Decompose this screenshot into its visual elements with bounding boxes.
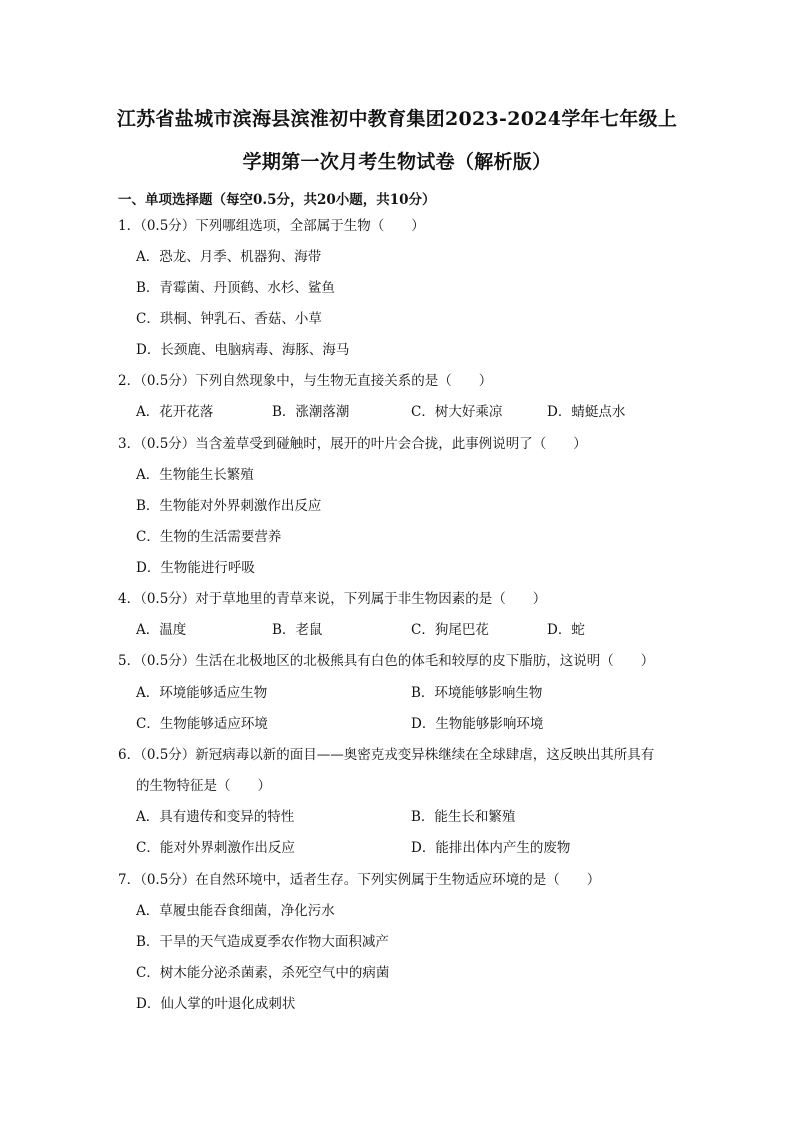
- option-c: C．树大好乘凉: [411, 404, 503, 420]
- option-b: B．能生长和繁殖: [411, 809, 516, 825]
- question-stem: 1．（0.5分）下列哪组选项，全部属于生物（ ）: [118, 218, 425, 234]
- question-stem-continued: 的生物特征是（ ）: [136, 778, 271, 794]
- option-b: B．生物能对外界刺激作出反应: [136, 498, 322, 514]
- question-stem: 4．（0.5分）对于草地里的青草来说，下列属于非生物因素的是（ ）: [118, 591, 547, 607]
- section-header: 一、单项选择题（每空0.5分，共20小题，共10分）: [118, 192, 436, 208]
- option-a: A．草履虫能吞食细菌，净化污水: [136, 903, 335, 919]
- option-b: B．老鼠: [272, 622, 323, 638]
- option-d: D．仙人掌的叶退化成刺状: [136, 996, 296, 1012]
- option-a: A．具有遗传和变异的特性: [136, 809, 295, 825]
- option-a: A．花开花落: [136, 404, 214, 420]
- option-b: B．环境能够影响生物: [411, 685, 543, 701]
- option-c: C．生物的生活需要营养: [136, 529, 282, 545]
- option-c: C．树木能分泌杀菌素，杀死空气中的病菌: [136, 965, 390, 981]
- document-title-line-2: 学期第一次月考生物试卷（解析版）: [242, 151, 552, 173]
- option-c: C．珙桐、钟乳石、香菇、小草: [136, 311, 322, 327]
- question-stem: 7．（0.5分）在自然环境中，适者生存。下列实例属于生物适应环境的是（ ）: [118, 872, 601, 888]
- option-c: C．狗尾巴花: [411, 622, 489, 638]
- option-a: A．生物能生长繁殖: [136, 467, 254, 483]
- option-b: B．涨潮落潮: [272, 404, 350, 420]
- option-a: A．温度: [136, 622, 187, 638]
- option-c: C．能对外界刺激作出反应: [136, 840, 295, 856]
- option-d: D．能排出体内产生的废物: [411, 840, 571, 856]
- option-d: D．蜻蜓点水: [547, 404, 626, 420]
- question-stem: 2．（0.5分）下列自然现象中，与生物无直接关系的是（ ）: [118, 373, 493, 389]
- option-b: B．青霉菌、丹顶鹤、水杉、鲨鱼: [136, 280, 335, 296]
- option-d: D．蛇: [547, 622, 585, 638]
- question-stem: 6．（0.5分）新冠病毒以新的面目——奥密克戎变异株继续在全球肆虐，这反映出其所具有: [118, 747, 655, 763]
- option-b: B．干旱的天气造成夏季农作物大面积减产: [136, 934, 389, 950]
- option-a: A．环境能够适应生物: [136, 685, 268, 701]
- question-stem: 5．（0.5分）生活在北极地区的北极熊具有白色的体毛和较厚的皮下脂肪，这说明（ ）: [118, 653, 655, 669]
- option-a: A．恐龙、月季、机器狗、海带: [136, 249, 322, 265]
- option-c: C．生物能够适应环境: [136, 716, 268, 732]
- document-title-line-1: 江苏省盐城市滨海县滨淮初中教育集团2023-2024学年七年级上: [116, 108, 678, 130]
- option-d: D．生物能进行呼吸: [136, 560, 255, 576]
- option-d: D．长颈鹿、电脑病毒、海豚、海马: [136, 342, 350, 358]
- option-d: D．生物能够影响环境: [411, 716, 544, 732]
- question-stem: 3．（0.5分）当含羞草受到碰触时，展开的叶片会合拢，此事例说明了（ ）: [118, 436, 587, 452]
